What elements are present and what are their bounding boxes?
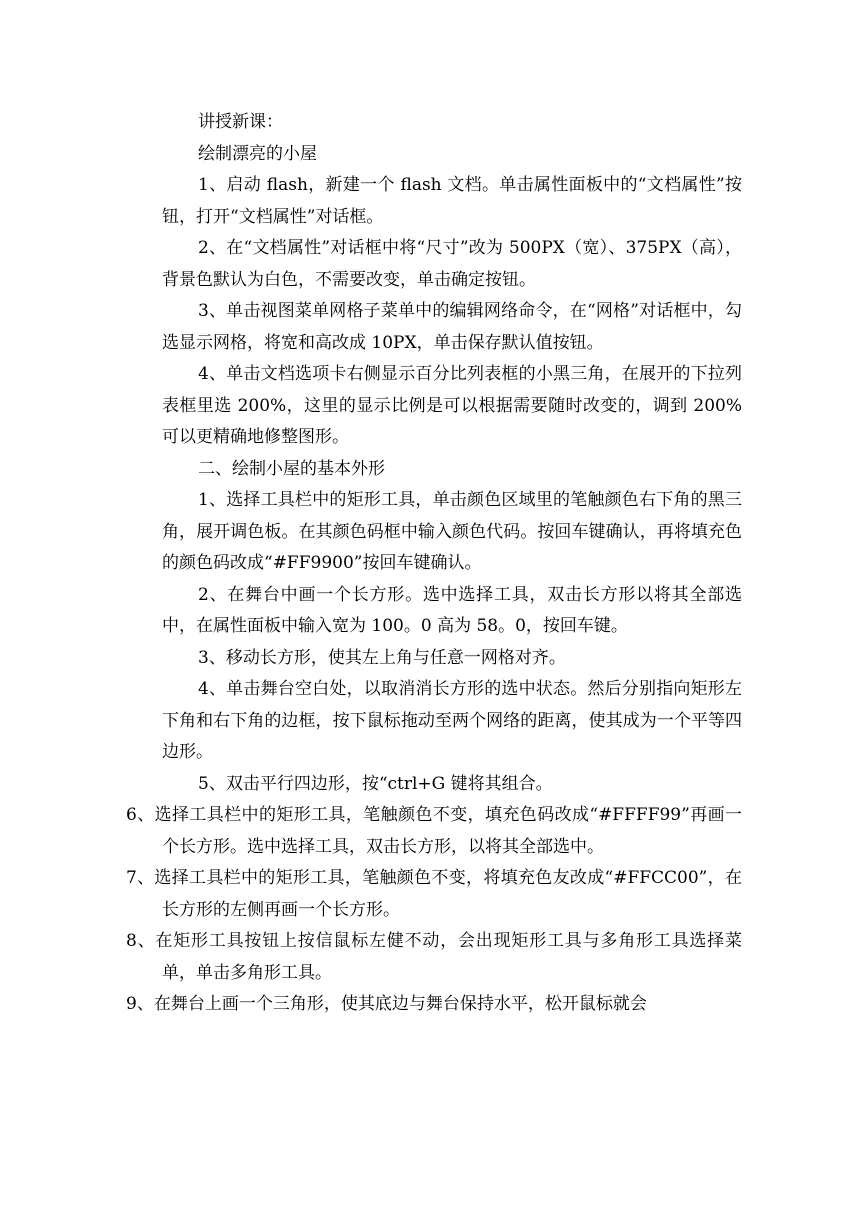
paragraph-shape-step-1: 1、选择工具栏中的矩形工具，单击颜色区域里的笔触颜色右下角的黑三角，展开调色板。在其颜色码框中输入颜色代码。按回车键确认，再将填充色的颜色码改成“#FF9900”按回车键确认。 (162, 490, 742, 573)
paragraph-step-2: 2、在“文档属性”对话框中将“尺寸”改为 500PX（宽）、375PX（高），背景色默认为白色，不需要改变，单击确定按钮。 (162, 238, 742, 290)
paragraph-shape-step-4: 4、单击舞台空白处，以取消消长方形的选中状态。然后分别指向矩形左下角和右下角的边框，按下鼠标拖动至两个网络的距离，使其成为一个平等四边形。 (162, 679, 742, 762)
section-heading-basic-shape: 二、绘制小屋的基本外形 (198, 458, 385, 479)
paragraph-step-3: 3、单击视图菜单网格子菜单中的编辑网络命令，在“网格”对话框中，勾选显示网格，将宽和高改成 10PX，单击保存默认值按钮。 (162, 301, 742, 353)
paragraph-shape-step-9: 9、在舞台上画一个三角形，使其底边与舞台保持水平，松开鼠标就会 (126, 994, 647, 1014)
paragraph-step-1: 1、启动 flash，新建一个 flash 文档。单击属性面板中的“文档属性”按钮，打开“文档属性”对话框。 (162, 175, 742, 227)
paragraph-shape-step-5: 5、双击平行四边形，按“ctrl+G 键将其组合。 (198, 773, 553, 794)
document-body (126, 107, 742, 1021)
paragraph-shape-step-6: 6、选择工具栏中的矩形工具，笔触颜色不变，填充色码改成“#FFFF99”再画一个长方形。选中选择工具，双击长方形，以将其全部选中。 (126, 805, 742, 857)
paragraph-step-4: 4、单击文档选项卡右侧显示百分比列表框的小黑三角，在展开的下拉列表框里选 200%，这里的显示比例是可以根据需要随时改变的，调到 200%可以更精确地修整图形。 (162, 364, 742, 447)
paragraph-shape-step-8: 8、在矩形工具按钮上按信鼠标左健不动，会出现矩形工具与多角形工具选择菜单，单击多角形工具。 (126, 931, 742, 983)
section-heading-new-lesson: 讲授新课： (198, 112, 283, 132)
paragraph-shape-step-2: 2、在舞台中画一个长方形。选中选择工具，双击长方形以将其全部选中，在属性面板中输入宽为 100。0 高为 58。0，按回车键。 (162, 584, 742, 636)
paragraph-shape-step-3: 3、移动长方形，使其左上角与任意一网格对齐。 (198, 647, 566, 668)
section-heading-draw-house: 绘制漂亮的小屋 (198, 143, 317, 164)
paragraph-shape-step-7: 7、选择工具栏中的矩形工具，笔触颜色不变，将填充色友改成“#FFCC00”，在长方形的左侧再画一个长方形。 (126, 868, 742, 920)
